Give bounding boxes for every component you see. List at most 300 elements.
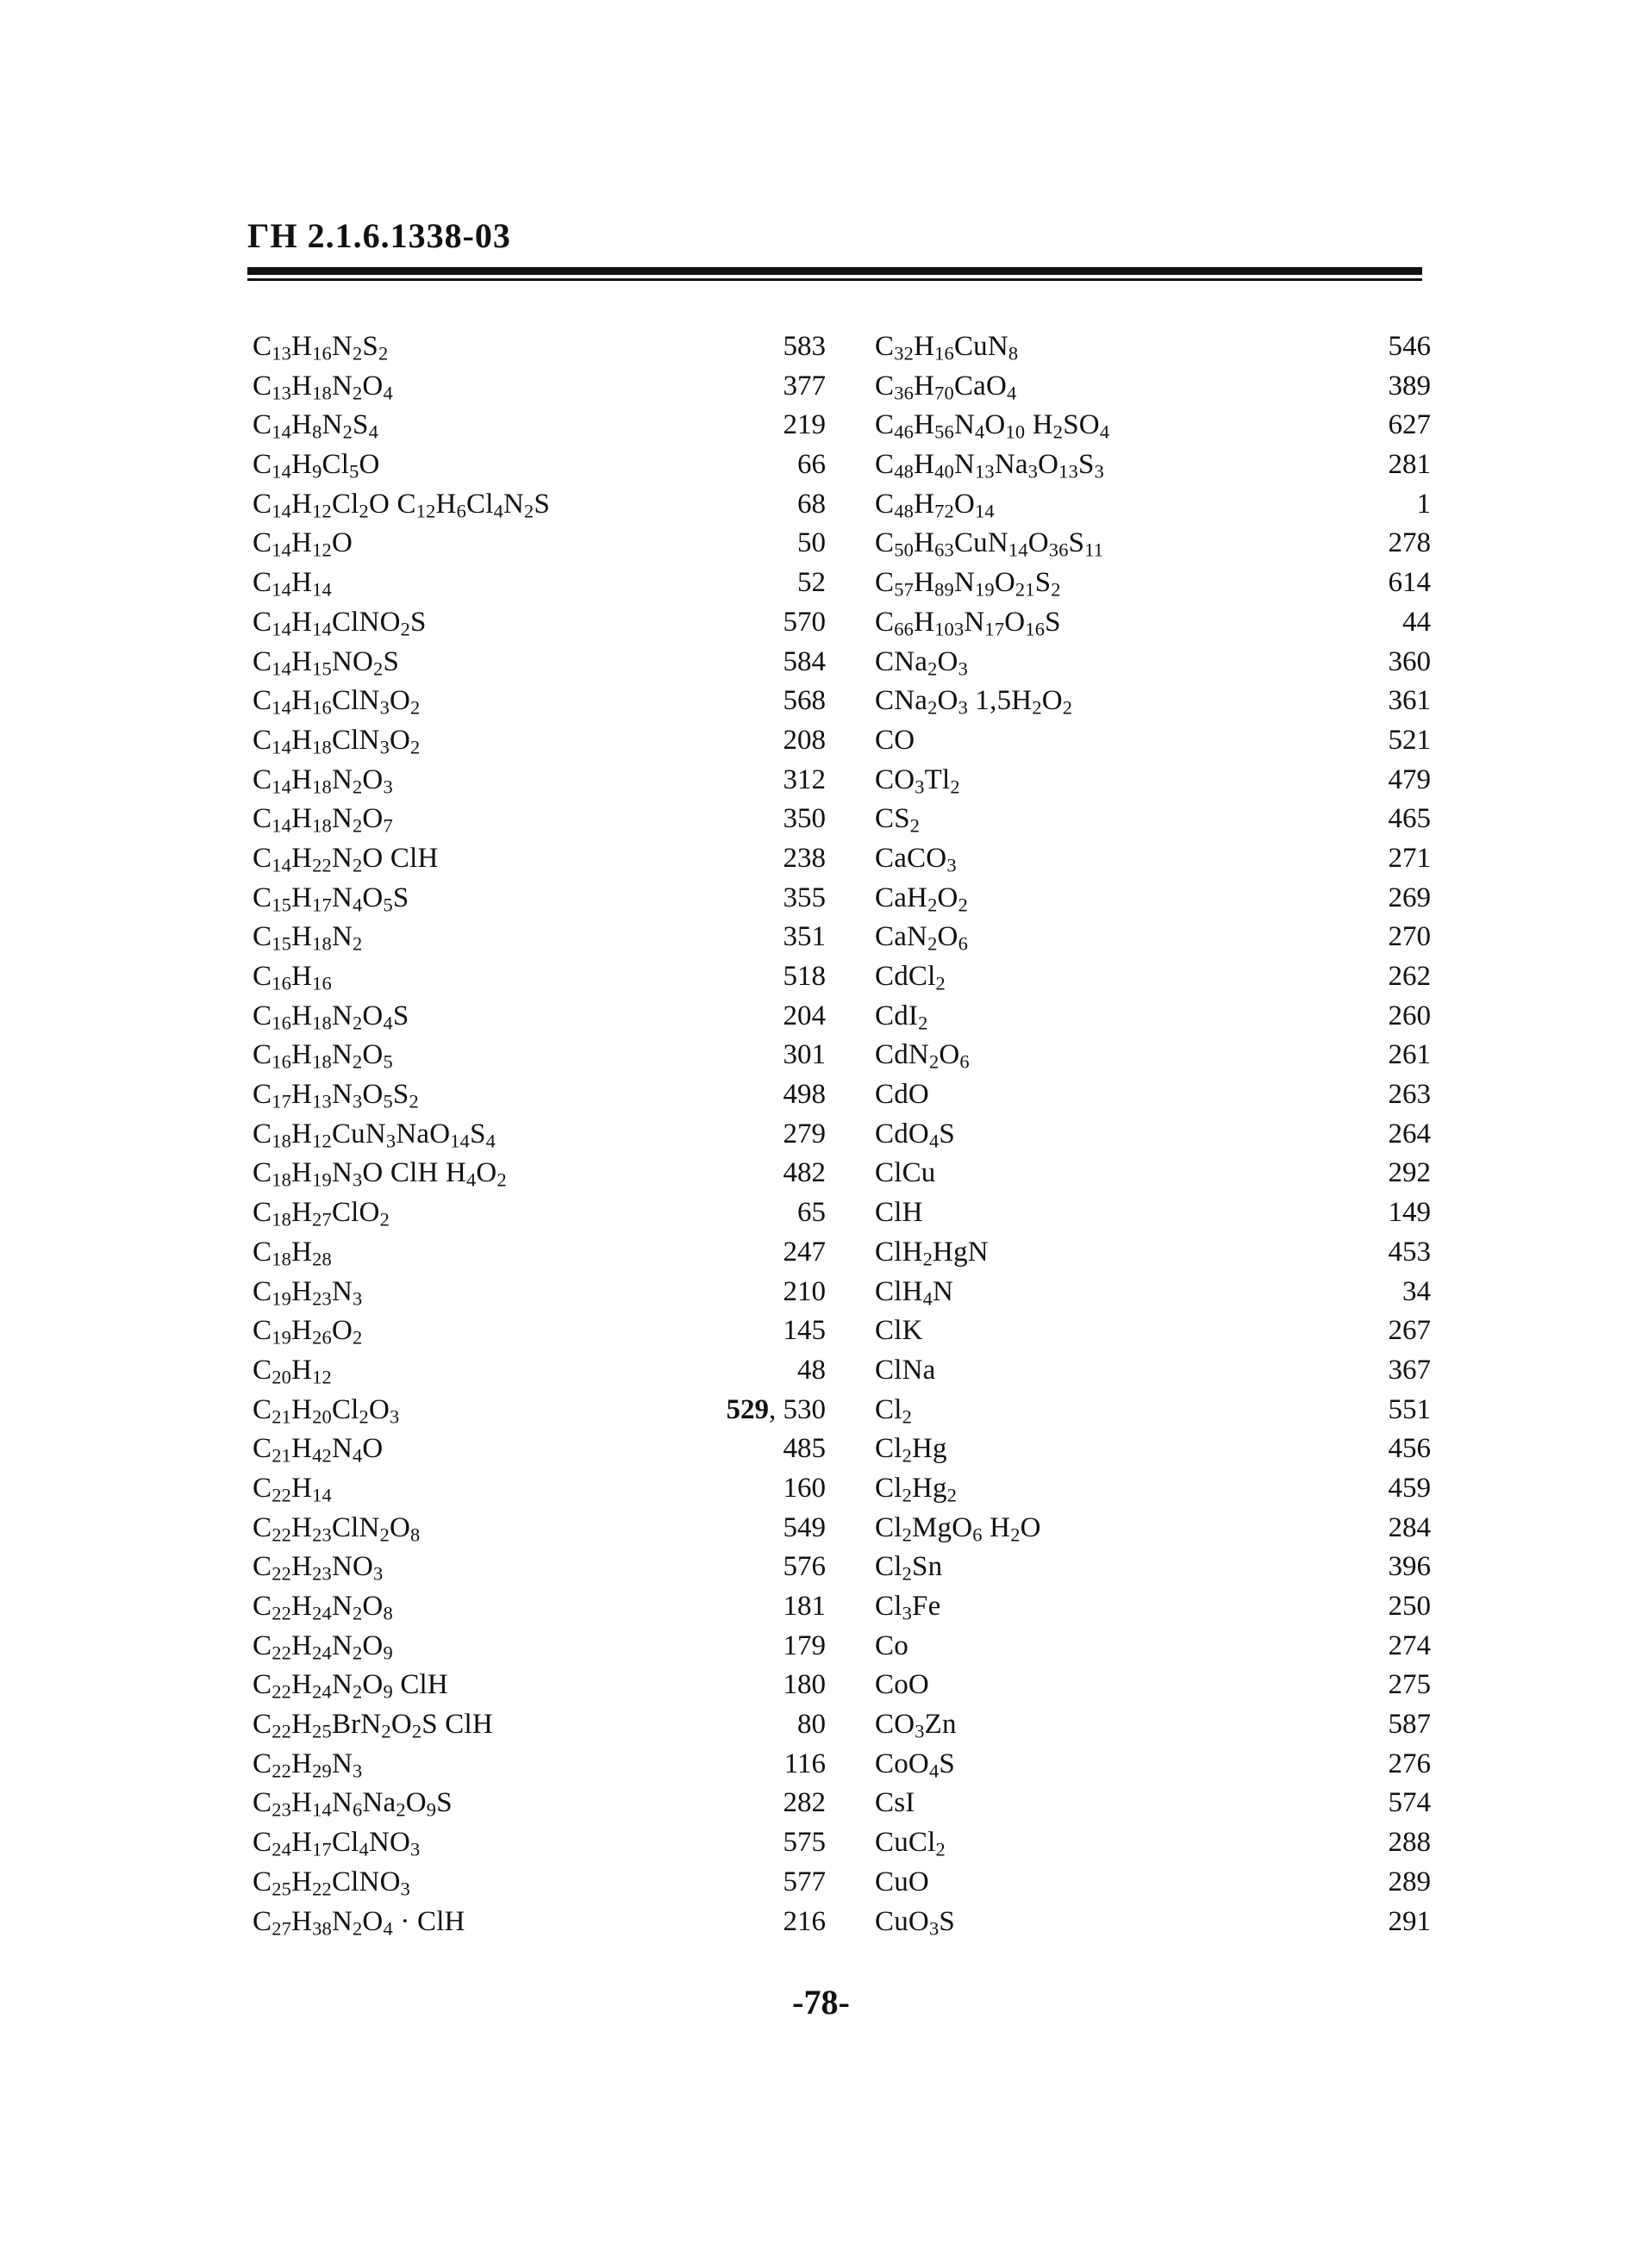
page-reference-value: 216	[783, 1905, 826, 1937]
page-reference-value: 149	[1388, 1197, 1431, 1229]
index-entry	[875, 1666, 1431, 1705]
page-reference	[784, 367, 827, 407]
index-entry	[253, 446, 826, 485]
page-reference-value: 281	[1388, 449, 1431, 481]
page-reference-value: 278	[1388, 527, 1431, 559]
chemical-formula: CaCO$_3$	[875, 842, 957, 876]
chemical-formula: $C_{23}H_{14}N_6Na_2O_9S$	[253, 1787, 453, 1822]
index-entry	[253, 918, 826, 957]
page-reference	[1389, 1312, 1432, 1351]
index-entry	[253, 1863, 826, 1903]
header-rule-thick	[247, 267, 1422, 275]
index-entry	[875, 918, 1431, 957]
page-reference-primary: 529	[726, 1393, 769, 1425]
chemical-formula: $Cl_2Hg_2$	[875, 1472, 958, 1506]
page-reference	[1389, 367, 1432, 407]
chemical-formula: ClH	[875, 1197, 923, 1229]
chemical-formula: $C_{19}H_{23}N_3$	[253, 1275, 363, 1310]
index-entry	[253, 485, 826, 525]
page-reference	[1389, 643, 1432, 682]
chemical-formula: $C_{22}H_{23}NO_3$	[253, 1551, 384, 1585]
chemical-formula: $Cl_2$	[875, 1393, 913, 1428]
page-reference	[784, 1666, 827, 1705]
page-reference	[1389, 524, 1432, 564]
page-reference-value: 260	[1388, 1000, 1431, 1031]
page-reference-value: 238	[783, 842, 826, 874]
index-entry	[253, 1509, 826, 1548]
page-reference-value: 498	[783, 1079, 826, 1111]
chemical-formula: $Cl_2Hg$	[875, 1433, 947, 1467]
page-reference-value: 377	[783, 370, 826, 402]
index-entry	[253, 682, 826, 721]
chemical-formula: $C_{21}H_{20}Cl_2O_3$	[253, 1393, 400, 1428]
index-entry	[875, 1863, 1431, 1903]
index-entry	[875, 1548, 1431, 1587]
chemical-formula: $CaH_2O_2$	[875, 882, 968, 916]
chemical-formula: $C_{13}H_{16}N_2S_2$	[253, 331, 389, 364]
page-reference-value: 1	[1416, 488, 1431, 520]
chemical-formula: Co	[875, 1629, 908, 1661]
page-reference-value: 160	[783, 1472, 826, 1504]
page-reference	[1389, 1036, 1432, 1075]
page-reference	[1417, 485, 1432, 525]
index-entry	[875, 367, 1431, 407]
index-entry	[875, 406, 1431, 446]
index-entry	[875, 1587, 1431, 1627]
chemical-formula: CdO	[875, 1079, 929, 1111]
page-reference	[797, 446, 826, 485]
page-reference-value: 583	[783, 331, 826, 362]
page-reference-value: 219	[783, 409, 826, 441]
chemical-formula: $C_{57}H_{89}N_{19}O_{21}S_2$	[875, 567, 1061, 601]
chemical-formula: $C_{46}H_{56}N_4O_{10}$ $H_2SO_4$	[875, 409, 1110, 443]
chemical-formula: $C_{14}H_{12}Cl_2O$ $C_{12}H_6Cl_4N_2S$	[253, 488, 551, 522]
index-entry	[875, 485, 1431, 525]
page-reference-value: 204	[783, 1000, 826, 1031]
index-entry	[875, 1312, 1431, 1351]
index-entry	[875, 643, 1431, 682]
index-entry	[875, 800, 1431, 839]
page-reference-value: 482	[783, 1157, 826, 1189]
page-reference	[784, 1587, 827, 1627]
page-reference	[1389, 997, 1432, 1037]
page-reference-value: 262	[1388, 961, 1431, 992]
page-reference-value: 292	[1388, 1157, 1431, 1189]
page-reference	[1389, 564, 1432, 603]
chemical-formula: CdO$_4$S	[875, 1118, 955, 1152]
page-reference	[1389, 761, 1432, 801]
page-reference-value: 276	[1388, 1748, 1431, 1779]
page-reference-value: 68	[797, 488, 826, 520]
page-reference-value: 181	[783, 1591, 826, 1622]
page-reference	[784, 327, 827, 367]
chemical-formula: $Cl_3Fe$	[875, 1591, 941, 1624]
page-reference	[797, 564, 826, 603]
chemical-formula: $C_{22}H_{23}ClN_2O_8$	[253, 1511, 421, 1546]
chemical-formula: ClCu	[875, 1157, 936, 1189]
index-entry	[875, 879, 1431, 919]
chemical-formula: $CdN_2O_6$	[875, 1039, 970, 1073]
chemical-formula: $C_{50}H_{63}CuN_{14}O_{36}S_{11}$	[875, 527, 1104, 562]
chemical-formula: $C_{32}H_{16}CuN_8$	[875, 331, 1019, 364]
page-reference-value: 301	[783, 1039, 826, 1071]
page-reference-value: 577	[783, 1866, 826, 1897]
page-reference	[784, 918, 827, 957]
chemical-formula: $C_{16}H_{18}N_2O_4S$	[253, 1000, 409, 1034]
chemical-formula: $C_{14}H_{18}N_2O_7$	[253, 803, 393, 837]
index-entry	[253, 1391, 826, 1430]
index-entry	[875, 1627, 1431, 1667]
page-reference	[1389, 1351, 1432, 1391]
chemical-formula: $C_{14}H_{12}O$	[253, 527, 353, 562]
page-reference	[1389, 1548, 1432, 1587]
chemical-formula: ClK	[875, 1315, 923, 1347]
page-reference-value: 274	[1388, 1629, 1431, 1661]
page-reference-value: , 530	[769, 1393, 826, 1425]
page-reference	[797, 485, 826, 525]
chemical-formula: CoO$_4$S	[875, 1748, 955, 1782]
index-entry	[253, 800, 826, 839]
chemical-formula: $C_{66}H_{103}N_{17}O_{16}S$	[875, 606, 1061, 640]
page-number: -78-	[792, 1983, 850, 2022]
page-reference	[1389, 918, 1432, 957]
document-header: ГН 2.1.6.1338-03	[247, 216, 511, 255]
index-entry	[875, 1903, 1431, 1942]
index-entry	[875, 957, 1431, 997]
page-reference	[1389, 1233, 1432, 1273]
chemical-formula: $C_{22}H_{24}N_2O_9$ ClH	[253, 1669, 448, 1703]
page-reference	[1389, 1587, 1432, 1627]
index-entry	[875, 1273, 1431, 1312]
page-reference	[784, 603, 827, 643]
chemical-formula: $CNa_2O_3$	[875, 645, 968, 680]
chemical-formula: $C_{25}H_{22}ClNO_3$	[253, 1866, 411, 1900]
index-entry	[253, 1903, 826, 1942]
page-reference-value: 288	[1388, 1827, 1431, 1859]
page-reference-value: 546	[1388, 331, 1431, 362]
index-entry	[253, 1312, 826, 1351]
page-reference	[1402, 603, 1431, 643]
chemical-formula: $C_{13}H_{18}N_2O_4$	[253, 370, 393, 404]
chemical-formula: $C_{18}H_{12}CuN_3NaO_{14}S_4$	[253, 1118, 496, 1152]
page-reference-value: 263	[1388, 1079, 1431, 1111]
page-reference	[784, 1823, 827, 1863]
page-reference	[1389, 1666, 1432, 1705]
index-entry	[253, 1823, 826, 1863]
page-reference-value: 275	[1388, 1669, 1431, 1701]
page-reference	[797, 1705, 826, 1745]
page-reference-value: 396	[1388, 1551, 1431, 1583]
chemical-formula: $C_{27}H_{38}N_2O_4$ · ClH	[253, 1905, 465, 1940]
index-entry	[875, 1351, 1431, 1391]
page-reference	[784, 1509, 827, 1548]
chemical-formula: $C_{16}H_{18}N_2O_5$	[253, 1039, 393, 1073]
page-reference-value: 289	[1388, 1866, 1431, 1897]
chemical-formula: $CaN_2O_6$	[875, 921, 968, 955]
page-reference	[1389, 1745, 1432, 1785]
page-reference-value: 52	[797, 567, 826, 599]
page-reference	[784, 1273, 827, 1312]
index-entry	[253, 327, 826, 367]
page-reference-value: 179	[783, 1629, 826, 1661]
chemical-formula: CuCl$_2$	[875, 1827, 946, 1860]
chemical-formula: $CNa_2O_3$ $1,5H_2O_2$	[875, 685, 1073, 719]
page-reference	[1389, 839, 1432, 879]
page-reference-value: 116	[784, 1748, 826, 1779]
index-entry	[875, 1036, 1431, 1075]
page-reference-value: 247	[783, 1236, 826, 1268]
page-reference-value: 518	[783, 961, 826, 992]
chemical-formula: $C_{14}H_{16}ClN_3O_2$	[253, 685, 421, 719]
page-reference	[727, 1391, 827, 1430]
chemical-formula: $C_{21}H_{42}N_4O$	[253, 1433, 384, 1467]
page-reference-value: 261	[1388, 1039, 1431, 1071]
page-reference-value: 279	[783, 1118, 826, 1150]
page-reference	[784, 879, 827, 919]
chemical-formula: $C_{16}H_{16}$	[253, 961, 332, 994]
index-entry	[875, 839, 1431, 879]
page-reference	[784, 721, 827, 761]
page-reference-value: 587	[1388, 1709, 1431, 1741]
index-entry	[253, 1666, 826, 1705]
chemical-formula: $C_{18}H_{27}ClO_2$	[253, 1197, 390, 1231]
page-reference-value: 145	[783, 1315, 826, 1347]
page-reference	[784, 1036, 827, 1075]
page-reference-value: 549	[783, 1511, 826, 1543]
index-entry	[875, 1193, 1431, 1233]
page-reference	[784, 1784, 827, 1823]
chemical-formula: CO	[875, 724, 915, 756]
page-reference	[1389, 1903, 1432, 1942]
index-entry	[253, 1075, 826, 1115]
chemical-formula: $C_{22}H_{29}N_3$	[253, 1748, 363, 1782]
page-reference	[1389, 1430, 1432, 1469]
index-entry	[253, 1627, 826, 1667]
page-reference-value: 576	[783, 1551, 826, 1583]
index-entry	[253, 1036, 826, 1075]
page-reference-value: 34	[1402, 1275, 1431, 1307]
page-reference	[1389, 721, 1432, 761]
index-entry	[253, 1705, 826, 1745]
page-reference	[1389, 957, 1432, 997]
page-reference	[1389, 1784, 1432, 1823]
chemical-formula: CdI$_2$	[875, 1000, 928, 1034]
page-reference	[1402, 1273, 1431, 1312]
chemical-formula: $C_{24}H_{17}Cl_4NO_3$	[253, 1827, 421, 1860]
chemical-formula: $C_{22}H_{24}N_2O_8$	[253, 1591, 393, 1624]
page-reference	[1389, 446, 1432, 485]
index-entry	[253, 879, 826, 919]
page-reference	[784, 1154, 827, 1193]
page-reference-value: 570	[783, 606, 826, 638]
page-reference	[784, 682, 827, 721]
page-reference-value: 270	[1388, 921, 1431, 953]
chemical-formula: $C_{18}H_{19}N_3O$ ClH $H_4O_2$	[253, 1157, 507, 1192]
chemical-formula: $CO_3Tl_2$	[875, 763, 960, 798]
chemical-formula: $C_{36}H_{70}CaO_4$	[875, 370, 1017, 404]
page-reference-value: 180	[783, 1669, 826, 1701]
index-entry	[875, 1469, 1431, 1509]
page-reference	[784, 406, 827, 446]
chemical-formula: $C_{48}H_{72}O_{14}$	[875, 488, 995, 522]
page-reference	[1389, 1627, 1432, 1667]
index-entry	[875, 1784, 1431, 1823]
chemical-formula: ClH$_4$N	[875, 1275, 954, 1310]
chemical-formula: $C_{14}H_{14}$	[253, 567, 332, 601]
index-entry	[875, 1745, 1431, 1785]
index-entry	[875, 1509, 1431, 1548]
chemical-formula: $C_{48}H_{40}N_{13}Na_3O_{13}S_3$	[875, 449, 1105, 483]
index-entry	[253, 1430, 826, 1469]
chemical-formula: $C_{17}H_{13}N_3O_5S_2$	[253, 1079, 419, 1112]
chemical-formula: $C_{22}H_{25}BrN_2O_2S$ ClH	[253, 1709, 493, 1742]
chemical-formula: CsI	[875, 1787, 915, 1819]
page-reference	[1389, 682, 1432, 721]
index-entry	[253, 564, 826, 603]
page-reference	[784, 1903, 827, 1942]
formula-index-right-column	[875, 327, 1431, 1941]
page-reference-value: 312	[783, 763, 826, 795]
page-reference-value: 485	[783, 1433, 826, 1465]
page-reference	[784, 1548, 827, 1587]
page-reference	[1389, 1509, 1432, 1548]
chemical-formula: $C_{14}H_{15}NO_2S$	[253, 645, 400, 680]
chemical-formula: $C_{22}H_{14}$	[253, 1472, 332, 1506]
index-entry	[253, 1784, 826, 1823]
page-reference-value: 80	[797, 1709, 826, 1741]
page-reference-value: 351	[783, 921, 826, 953]
page-reference-value: 250	[1388, 1591, 1431, 1622]
page-reference	[1389, 1193, 1432, 1233]
index-entry	[875, 564, 1431, 603]
page-reference-value: 453	[1388, 1236, 1431, 1268]
index-entry	[253, 1351, 826, 1391]
index-entry	[875, 997, 1431, 1037]
chemical-formula: CdCl$_2$	[875, 961, 946, 994]
page-reference-value: 456	[1388, 1433, 1431, 1465]
chemical-formula: ClH$_2$HgN	[875, 1236, 989, 1270]
page-reference	[784, 997, 827, 1037]
index-entry	[253, 839, 826, 879]
chemical-formula: $C_{14}H_9Cl_5O$	[253, 449, 380, 483]
page-reference-value: 284	[1388, 1511, 1431, 1543]
page-reference-value: 269	[1388, 882, 1431, 913]
chemical-formula: $C_{19}H_{26}O_2$	[253, 1315, 363, 1349]
page-reference	[784, 1627, 827, 1667]
index-entry	[875, 327, 1431, 367]
chemical-formula: $C_{18}H_{28}$	[253, 1236, 332, 1270]
index-entry	[253, 367, 826, 407]
index-entry	[253, 1548, 826, 1587]
page-reference	[1389, 1469, 1432, 1509]
index-entry	[875, 524, 1431, 564]
page-reference-value: 360	[1388, 645, 1431, 677]
chemical-formula: $CO_3Zn$	[875, 1709, 957, 1742]
page-reference	[1389, 1391, 1432, 1430]
chemical-formula: $Cl_2Sn$	[875, 1551, 943, 1585]
index-entry	[253, 957, 826, 997]
page-reference-value: 264	[1388, 1118, 1431, 1150]
page-reference	[1389, 1075, 1432, 1115]
chemical-formula: $C_{14}H_{14}ClNO_2S$	[253, 606, 427, 640]
page-reference-value: 361	[1388, 685, 1431, 717]
chemical-formula: $C_{14}H_{18}ClN_3O_2$	[253, 724, 421, 758]
page-reference-value: 44	[1402, 606, 1431, 638]
page-reference	[1389, 800, 1432, 839]
page-reference-value: 355	[783, 882, 826, 913]
index-entry	[253, 997, 826, 1037]
page-reference-value: 48	[797, 1354, 826, 1386]
page-reference	[797, 524, 826, 564]
page-reference-value: 65	[797, 1197, 826, 1229]
page-reference	[1389, 1115, 1432, 1155]
page-reference-value: 575	[783, 1827, 826, 1859]
page-reference-value: 367	[1388, 1354, 1431, 1386]
page-reference	[1389, 1863, 1432, 1903]
page-reference-value: 465	[1388, 803, 1431, 835]
index-entry	[875, 1115, 1431, 1155]
page-reference	[1389, 1823, 1432, 1863]
page-reference-value: 627	[1388, 409, 1431, 441]
page-reference	[1389, 879, 1432, 919]
chemical-formula: CuO	[875, 1866, 929, 1897]
index-entry	[875, 603, 1431, 643]
index-entry	[253, 603, 826, 643]
page-reference	[784, 839, 827, 879]
page-reference	[784, 957, 827, 997]
page-reference	[784, 800, 827, 839]
index-entry	[875, 1154, 1431, 1193]
page-reference	[784, 1469, 827, 1509]
page-reference	[797, 1193, 826, 1233]
index-entry	[253, 1115, 826, 1155]
page-reference-value: 66	[797, 449, 826, 481]
header-rule-thin	[247, 278, 1422, 281]
page-reference	[797, 1351, 826, 1391]
chemical-formula: $C_{22}H_{24}N_2O_9$	[253, 1629, 393, 1664]
page-reference	[784, 1115, 827, 1155]
index-entry	[253, 1193, 826, 1233]
page-reference-value: 521	[1388, 724, 1431, 756]
index-entry	[875, 682, 1431, 721]
index-entry	[253, 1273, 826, 1312]
index-entry	[253, 406, 826, 446]
page-reference	[784, 1745, 826, 1785]
page-reference-value: 291	[1388, 1905, 1431, 1937]
page-reference-value: 350	[783, 803, 826, 835]
index-entry	[875, 446, 1431, 485]
page-reference-value: 271	[1388, 842, 1431, 874]
index-entry	[875, 1233, 1431, 1273]
page-reference	[1389, 1705, 1432, 1745]
page-reference	[784, 761, 827, 801]
index-entry	[875, 1430, 1431, 1469]
index-entry	[253, 1469, 826, 1509]
chemical-formula: $C_{14}H_8N_2S_4$	[253, 409, 378, 443]
index-entry	[875, 1705, 1431, 1745]
page-reference	[1389, 406, 1432, 446]
page-reference-value: 208	[783, 724, 826, 756]
index-entry	[253, 761, 826, 801]
page-reference-value: 479	[1388, 763, 1431, 795]
index-entry	[253, 1745, 826, 1785]
index-entry	[875, 1823, 1431, 1863]
page-reference-value: 50	[797, 527, 826, 559]
page-reference	[784, 1863, 827, 1903]
page-reference-value: 584	[783, 645, 826, 677]
index-entry	[875, 721, 1431, 761]
formula-index-left-column	[253, 327, 826, 1941]
